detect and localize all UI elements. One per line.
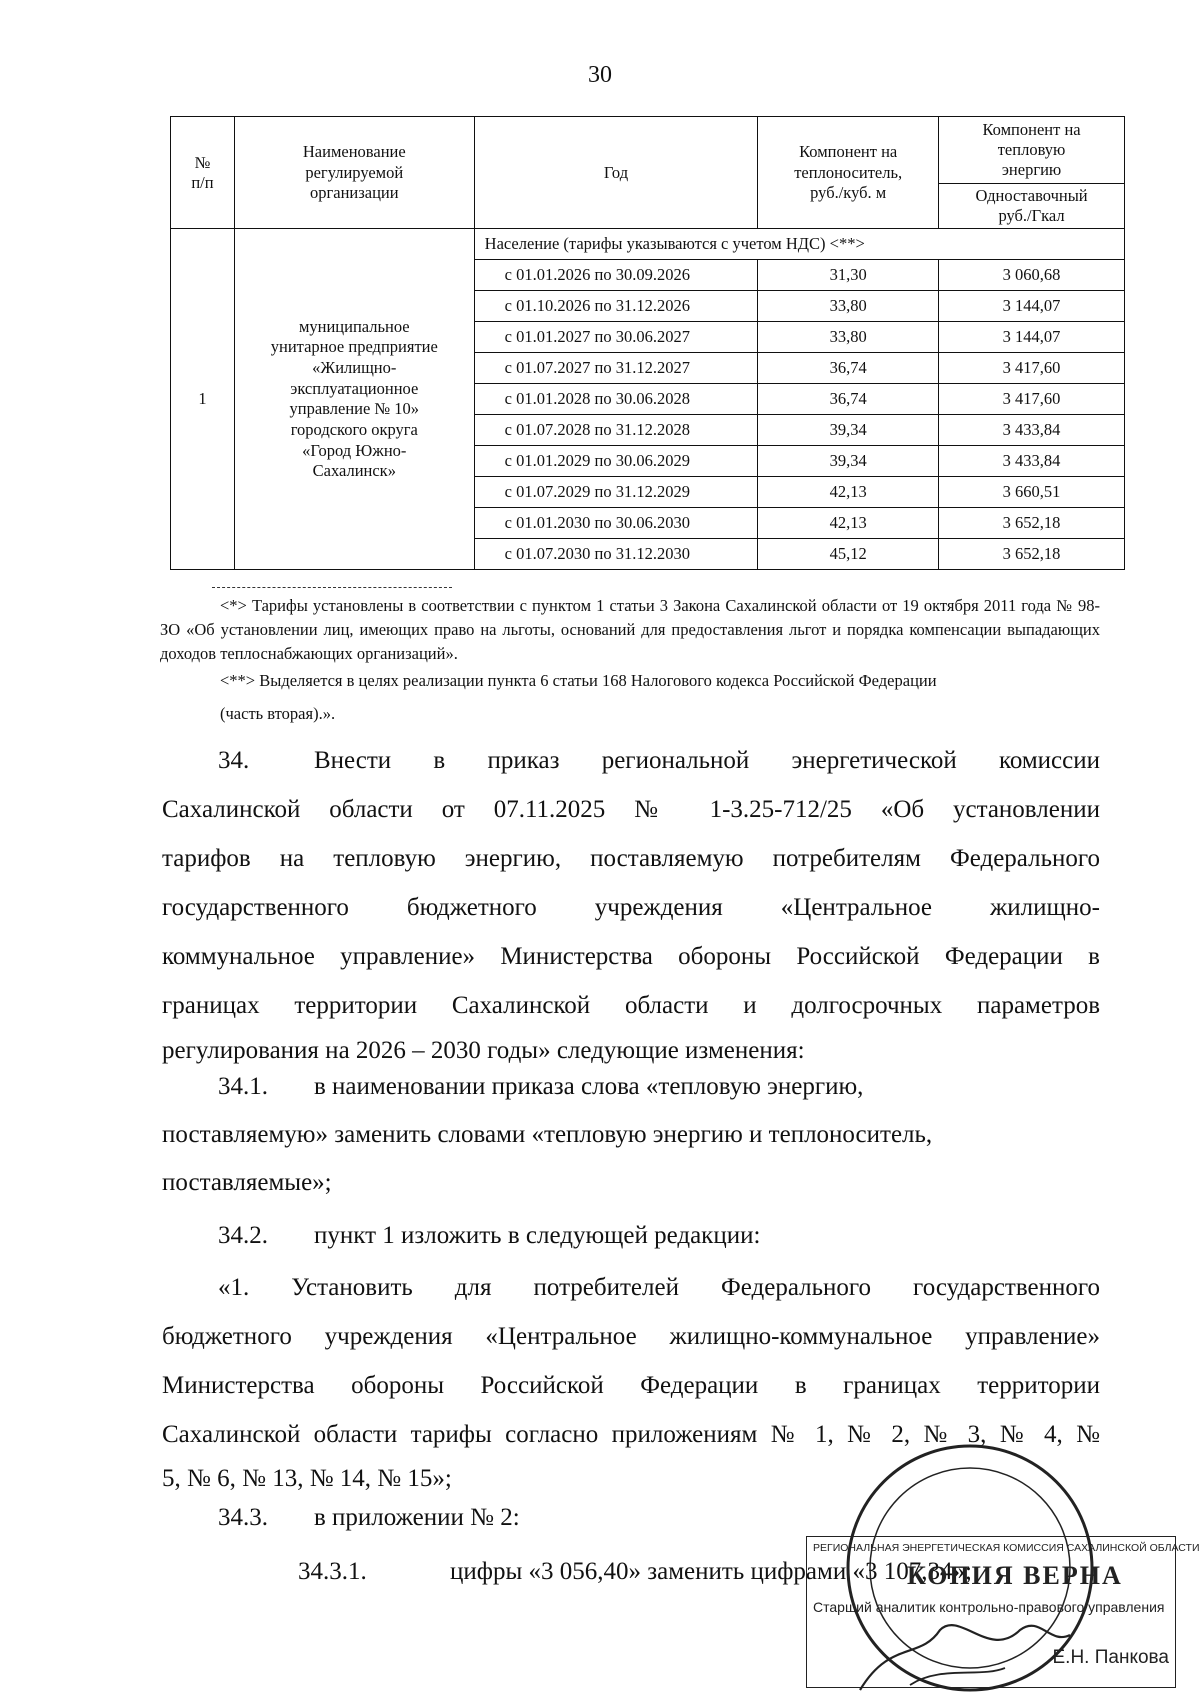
stamp-organization: РЕГИОНАЛЬНАЯ ЭНЕРГЕТИЧЕСКАЯ КОМИССИЯ САХАЛИНСКОЙ ОБЛАСТИ bbox=[813, 1542, 1200, 1554]
coolant-value: 39,34 bbox=[758, 415, 939, 446]
header-row-number: № п/п bbox=[171, 117, 235, 229]
paragraph-34-line: государственного бюджетного учреждения «Центральное жилищно- bbox=[162, 894, 1100, 921]
energy-value: 3 433,84 bbox=[939, 415, 1125, 446]
header-year: Год bbox=[474, 117, 758, 229]
paragraph-34-1-number: 34.1. bbox=[218, 1073, 268, 1100]
paragraph-34-1 bbox=[162, 1072, 1100, 1102]
period-cell: с 01.07.2029 по 31.12.2029 bbox=[474, 477, 758, 508]
header-organization: Наименование регулируемой организации bbox=[234, 117, 474, 229]
tariff-table bbox=[170, 116, 1125, 570]
paragraph-34-3-text: в приложении № 2: bbox=[314, 1504, 520, 1531]
paragraph-34-2-text: пункт 1 изложить в следующей редакции: bbox=[314, 1222, 761, 1249]
paragraph-34-2-number: 34.2. bbox=[218, 1222, 268, 1249]
coolant-value: 33,80 bbox=[758, 291, 939, 322]
energy-value: 3 660,51 bbox=[939, 477, 1125, 508]
paragraph-34-line: тарифов на тепловую энергию, поставляемую потребителям Федерального bbox=[162, 845, 1100, 872]
stamp-position: Старший аналитик контрольно-правового управления bbox=[813, 1599, 1165, 1615]
stamp-certified-copy: КОПИЯ ВЕРНА bbox=[907, 1561, 1123, 1590]
paragraph-34-last-line: регулирования на 2026 – 2030 годы» следующие изменения: bbox=[162, 1037, 805, 1064]
period-cell: с 01.07.2028 по 31.12.2028 bbox=[474, 415, 758, 446]
period-cell: с 01.01.2028 по 30.06.2028 bbox=[474, 384, 758, 415]
coolant-value: 33,80 bbox=[758, 322, 939, 353]
period-cell: с 01.07.2027 по 31.12.2027 bbox=[474, 353, 758, 384]
period-cell: с 01.01.2030 по 30.06.2030 bbox=[474, 508, 758, 539]
header-coolant-component: Компонент на теплоноситель, руб./куб. м bbox=[758, 117, 939, 229]
paragraph-34-3-number: 34.3. bbox=[218, 1504, 268, 1531]
paragraph-34-1-line-1: в наименовании приказа слова «тепловую энергию, bbox=[314, 1073, 864, 1100]
footnote-1: <*> Тарифы установлены в соответствии с пунктом 1 статьи 3 Закона Сахалинской области от 19 октября 2011 года № 98-ЗО «Об установлении лиц, имеющих право на льготы, оснований для предоставления льгот и порядка компенсации выпадающих доходов теплоснабжающих организаций». bbox=[160, 596, 1100, 663]
energy-value: 3 144,07 bbox=[939, 322, 1125, 353]
organization-cell: муниципальное унитарное предприятие «Жилищно- эксплуатационное управление № 10» городского округа «Город Южно- Сахалинск» bbox=[234, 229, 474, 570]
coolant-value: 45,12 bbox=[758, 539, 939, 570]
header-energy-single-rate: Одноставочный руб./Гкал bbox=[939, 184, 1125, 229]
coolant-value: 42,13 bbox=[758, 508, 939, 539]
stamp-signatory-name: Е.Н. Панкова bbox=[1052, 1647, 1169, 1668]
period-cell: с 01.01.2026 по 30.09.2026 bbox=[474, 260, 758, 291]
row-number-cell: 1 bbox=[171, 229, 235, 570]
header-energy-component: Компонент на тепловую энергию bbox=[939, 117, 1125, 184]
paragraph-34-line bbox=[162, 746, 1100, 776]
period-cell: с 01.10.2026 по 31.12.2026 bbox=[474, 291, 758, 322]
paragraph-34-3-1-text: цифры «3 056,40» заменить цифрами «3 107,34»; bbox=[450, 1558, 972, 1585]
coolant-value: 39,34 bbox=[758, 446, 939, 477]
energy-value: 3 060,68 bbox=[939, 260, 1125, 291]
page-number: 30 bbox=[588, 62, 612, 88]
energy-value: 3 144,07 bbox=[939, 291, 1125, 322]
certification-stamp bbox=[790, 1430, 1200, 1700]
coolant-value: 42,13 bbox=[758, 477, 939, 508]
paragraph-34-2 bbox=[162, 1221, 1100, 1251]
paragraph-34-number: 34. bbox=[218, 747, 250, 774]
coolant-value: 36,74 bbox=[758, 384, 939, 415]
paragraph-34-1-line-2: поставляемую» заменить словами «тепловую энергию и теплоноситель, bbox=[162, 1121, 933, 1148]
energy-value: 3 652,18 bbox=[939, 508, 1125, 539]
footnote-2-continuation: (часть вторая).». bbox=[220, 704, 336, 723]
coolant-value: 36,74 bbox=[758, 353, 939, 384]
coolant-value: 31,30 bbox=[758, 260, 939, 291]
quoted-paragraph-line: «1. Установить для потребителей Федерального государственного bbox=[218, 1274, 1100, 1301]
quoted-paragraph-line: Сахалинской области тарифы согласно приложениям № 1, № 2, № 3, № 4, № bbox=[162, 1421, 1100, 1448]
energy-value: 3 652,18 bbox=[939, 539, 1125, 570]
energy-value: 3 417,60 bbox=[939, 384, 1125, 415]
quoted-paragraph-last-line: 5, № 6, № 13, № 14, № 15»; bbox=[162, 1465, 452, 1492]
paragraph-34-1-line-3: поставляемые»; bbox=[162, 1169, 332, 1196]
quoted-paragraph-line: Министерства обороны Российской Федерации в границах территории bbox=[162, 1372, 1100, 1399]
period-cell: с 01.01.2029 по 30.06.2029 bbox=[474, 446, 758, 477]
paragraph-34-text: Внести в приказ региональной энергетической комиссии bbox=[314, 747, 1100, 774]
population-group-label: Население (тарифы указываются с учетом НДС) <**> bbox=[474, 229, 1124, 260]
paragraph-34-line: коммунальное управление» Министерства обороны Российской Федерации в bbox=[162, 943, 1100, 970]
period-cell: с 01.01.2027 по 30.06.2027 bbox=[474, 322, 758, 353]
copy-certification-box bbox=[806, 1536, 1200, 1688]
footnote-2: <**> Выделяется в целях реализации пункта 6 статьи 168 Налогового кодекса Российской Федерации bbox=[220, 671, 937, 690]
paragraph-34-line: границах территории Сахалинской области и долгосрочных параметров bbox=[162, 992, 1100, 1019]
footnote-separator bbox=[212, 587, 452, 588]
period-cell: с 01.07.2030 по 31.12.2030 bbox=[474, 539, 758, 570]
paragraph-34-line: Сахалинской области от 07.11.2025 № 1-3.25-712/25 «Об установлении bbox=[162, 796, 1100, 823]
energy-value: 3 433,84 bbox=[939, 446, 1125, 477]
energy-value: 3 417,60 bbox=[939, 353, 1125, 384]
paragraph-34-3-1-number: 34.3.1. bbox=[298, 1558, 367, 1585]
quoted-paragraph-line: бюджетного учреждения «Центральное жилищно-коммунальное управление» bbox=[162, 1323, 1100, 1350]
